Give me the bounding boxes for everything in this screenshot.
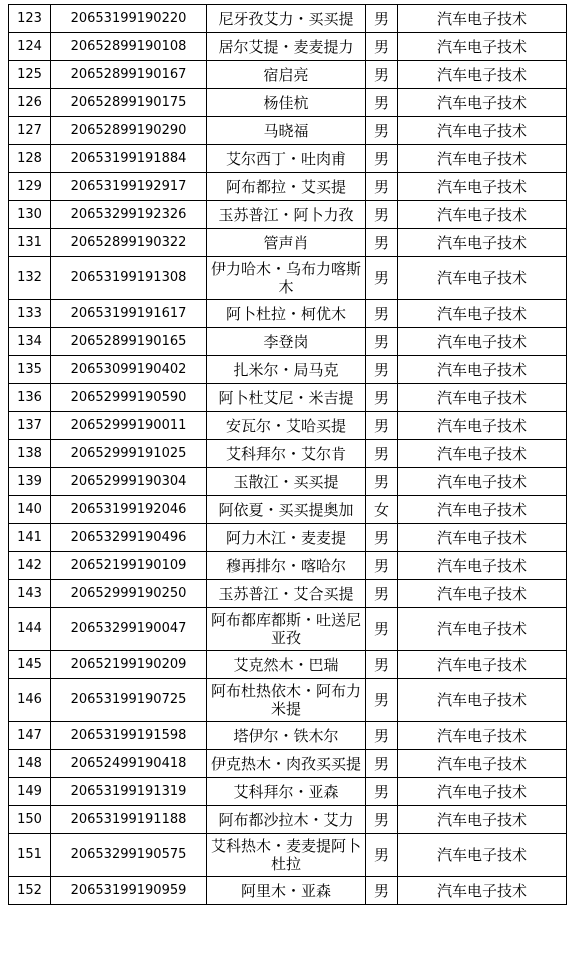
student-gender: 男 [366,33,398,61]
student-name: 尼牙孜艾力・买买提 [207,5,366,33]
row-number: 152 [9,877,51,905]
student-gender: 男 [366,412,398,440]
student-id: 20652899190108 [51,33,207,61]
student-gender: 男 [366,468,398,496]
table-row [9,524,567,552]
row-number: 139 [9,468,51,496]
student-id: 20652999191025 [51,440,207,468]
student-name: 阿力木江・麦麦提 [207,524,366,552]
row-number: 142 [9,552,51,580]
row-number: 123 [9,5,51,33]
student-major: 汽车电子技术 [398,229,567,257]
table-row [9,384,567,412]
student-major: 汽车电子技术 [398,145,567,173]
student-name: 玉散江・买买提 [207,468,366,496]
table-row [9,496,567,524]
table-row [9,679,567,722]
student-id: 20653299190047 [51,608,207,651]
student-gender: 男 [366,300,398,328]
row-number: 129 [9,173,51,201]
student-major: 汽车电子技术 [398,412,567,440]
table-row [9,651,567,679]
table-row [9,145,567,173]
student-gender: 男 [366,877,398,905]
student-name: 宿启亮 [207,61,366,89]
table-row [9,229,567,257]
student-gender: 男 [366,524,398,552]
student-name: 居尔艾提・麦麦提力 [207,33,366,61]
student-name: 塔伊尔・铁木尔 [207,722,366,750]
student-id: 20652199190109 [51,552,207,580]
student-major: 汽车电子技术 [398,468,567,496]
student-id: 20652899190165 [51,328,207,356]
student-id: 20653199191188 [51,806,207,834]
student-name: 伊力哈木・乌布力喀斯木 [207,257,366,300]
row-number: 135 [9,356,51,384]
student-name: 艾科热木・麦麦提阿卜杜拉 [207,834,366,877]
student-name: 艾克然木・巴瑞 [207,651,366,679]
student-name: 阿布都库都斯・吐送尼亚孜 [207,608,366,651]
student-name: 玉苏普江・阿卜力孜 [207,201,366,229]
student-name: 管声肖 [207,229,366,257]
student-major: 汽车电子技术 [398,257,567,300]
student-id: 20653199191319 [51,778,207,806]
student-gender: 男 [366,580,398,608]
student-gender: 男 [366,806,398,834]
table-row [9,877,567,905]
student-major: 汽车电子技术 [398,806,567,834]
student-id: 20653299192326 [51,201,207,229]
student-gender: 男 [366,679,398,722]
table-row [9,300,567,328]
student-id: 20652999190304 [51,468,207,496]
student-name: 阿卜杜拉・柯优木 [207,300,366,328]
row-number: 127 [9,117,51,145]
student-major: 汽车电子技术 [398,524,567,552]
student-major: 汽车电子技术 [398,552,567,580]
student-major: 汽车电子技术 [398,679,567,722]
student-major: 汽车电子技术 [398,117,567,145]
row-number: 133 [9,300,51,328]
student-major: 汽车电子技术 [398,722,567,750]
row-number: 151 [9,834,51,877]
student-gender: 男 [366,651,398,679]
student-gender: 男 [366,117,398,145]
student-gender: 男 [366,750,398,778]
table-row [9,750,567,778]
student-gender: 男 [366,384,398,412]
student-id: 20653199190959 [51,877,207,905]
student-name: 艾科拜尔・艾尔肯 [207,440,366,468]
student-name: 阿依夏・买买提奥加 [207,496,366,524]
student-gender: 男 [366,61,398,89]
student-id: 20653199190220 [51,5,207,33]
table-row [9,89,567,117]
table-row [9,117,567,145]
student-name: 艾科拜尔・亚森 [207,778,366,806]
student-major: 汽车电子技术 [398,328,567,356]
student-major: 汽车电子技术 [398,33,567,61]
student-id: 20653199192046 [51,496,207,524]
student-name: 玉苏普江・艾合买提 [207,580,366,608]
table-row [9,257,567,300]
row-number: 138 [9,440,51,468]
student-name: 伊克热木・肉孜买买提 [207,750,366,778]
table-row [9,328,567,356]
student-major: 汽车电子技术 [398,834,567,877]
student-gender: 男 [366,229,398,257]
student-gender: 男 [366,201,398,229]
student-id: 20652899190290 [51,117,207,145]
student-id: 20652999190250 [51,580,207,608]
student-id: 20652899190322 [51,229,207,257]
student-major: 汽车电子技术 [398,356,567,384]
table-row [9,778,567,806]
table-row [9,722,567,750]
roster-body [9,5,567,905]
student-name: 穆再排尔・喀哈尔 [207,552,366,580]
row-number: 145 [9,651,51,679]
student-major: 汽车电子技术 [398,608,567,651]
table-row [9,173,567,201]
student-name: 阿里木・亚森 [207,877,366,905]
student-id: 20652999190011 [51,412,207,440]
row-number: 141 [9,524,51,552]
student-id: 20652199190209 [51,651,207,679]
row-number: 131 [9,229,51,257]
table-row [9,356,567,384]
student-major: 汽车电子技术 [398,750,567,778]
row-number: 146 [9,679,51,722]
row-number: 124 [9,33,51,61]
row-number: 132 [9,257,51,300]
student-major: 汽车电子技术 [398,173,567,201]
student-major: 汽车电子技术 [398,61,567,89]
table-row [9,552,567,580]
row-number: 128 [9,145,51,173]
student-major: 汽车电子技术 [398,877,567,905]
student-roster-table [8,4,567,905]
table-row [9,33,567,61]
student-gender: 男 [366,145,398,173]
student-gender: 男 [366,356,398,384]
table-row [9,61,567,89]
student-gender: 男 [366,834,398,877]
student-major: 汽车电子技术 [398,89,567,117]
row-number: 125 [9,61,51,89]
student-id: 20653299190575 [51,834,207,877]
student-name: 杨佳杭 [207,89,366,117]
student-id: 20653199191598 [51,722,207,750]
table-row [9,468,567,496]
student-id: 20653199191617 [51,300,207,328]
table-row [9,440,567,468]
student-id: 20652899190167 [51,61,207,89]
table-row [9,580,567,608]
table-row [9,834,567,877]
student-name: 阿布杜热依木・阿布力米提 [207,679,366,722]
student-gender: 女 [366,496,398,524]
student-name: 李登岗 [207,328,366,356]
student-major: 汽车电子技术 [398,201,567,229]
row-number: 130 [9,201,51,229]
row-number: 137 [9,412,51,440]
student-major: 汽车电子技术 [398,778,567,806]
student-major: 汽车电子技术 [398,5,567,33]
table-row [9,806,567,834]
student-id: 20653099190402 [51,356,207,384]
table-row [9,608,567,651]
student-gender: 男 [366,5,398,33]
student-major: 汽车电子技术 [398,496,567,524]
row-number: 144 [9,608,51,651]
student-major: 汽车电子技术 [398,440,567,468]
student-id: 20653199191884 [51,145,207,173]
row-number: 126 [9,89,51,117]
row-number: 150 [9,806,51,834]
row-number: 134 [9,328,51,356]
student-id: 20653199190725 [51,679,207,722]
row-number: 147 [9,722,51,750]
student-gender: 男 [366,722,398,750]
student-gender: 男 [366,440,398,468]
student-gender: 男 [366,173,398,201]
table-row [9,412,567,440]
row-number: 149 [9,778,51,806]
student-major: 汽车电子技术 [398,300,567,328]
student-name: 艾尔西丁・吐肉甫 [207,145,366,173]
student-id: 20652499190418 [51,750,207,778]
table-row [9,201,567,229]
student-name: 扎米尔・局马克 [207,356,366,384]
row-number: 143 [9,580,51,608]
student-name: 阿布都沙拉木・艾力 [207,806,366,834]
student-id: 20653299190496 [51,524,207,552]
student-name: 马晓福 [207,117,366,145]
student-name: 安瓦尔・艾哈买提 [207,412,366,440]
student-gender: 男 [366,608,398,651]
student-name: 阿布都拉・艾买提 [207,173,366,201]
student-name: 阿卜杜艾尼・米吉提 [207,384,366,412]
student-major: 汽车电子技术 [398,384,567,412]
student-gender: 男 [366,328,398,356]
student-gender: 男 [366,89,398,117]
student-gender: 男 [366,778,398,806]
student-major: 汽车电子技术 [398,580,567,608]
student-id: 20653199191308 [51,257,207,300]
table-row [9,5,567,33]
student-major: 汽车电子技术 [398,651,567,679]
student-gender: 男 [366,552,398,580]
row-number: 148 [9,750,51,778]
student-id: 20652999190590 [51,384,207,412]
row-number: 140 [9,496,51,524]
student-gender: 男 [366,257,398,300]
student-id: 20653199192917 [51,173,207,201]
student-id: 20652899190175 [51,89,207,117]
row-number: 136 [9,384,51,412]
